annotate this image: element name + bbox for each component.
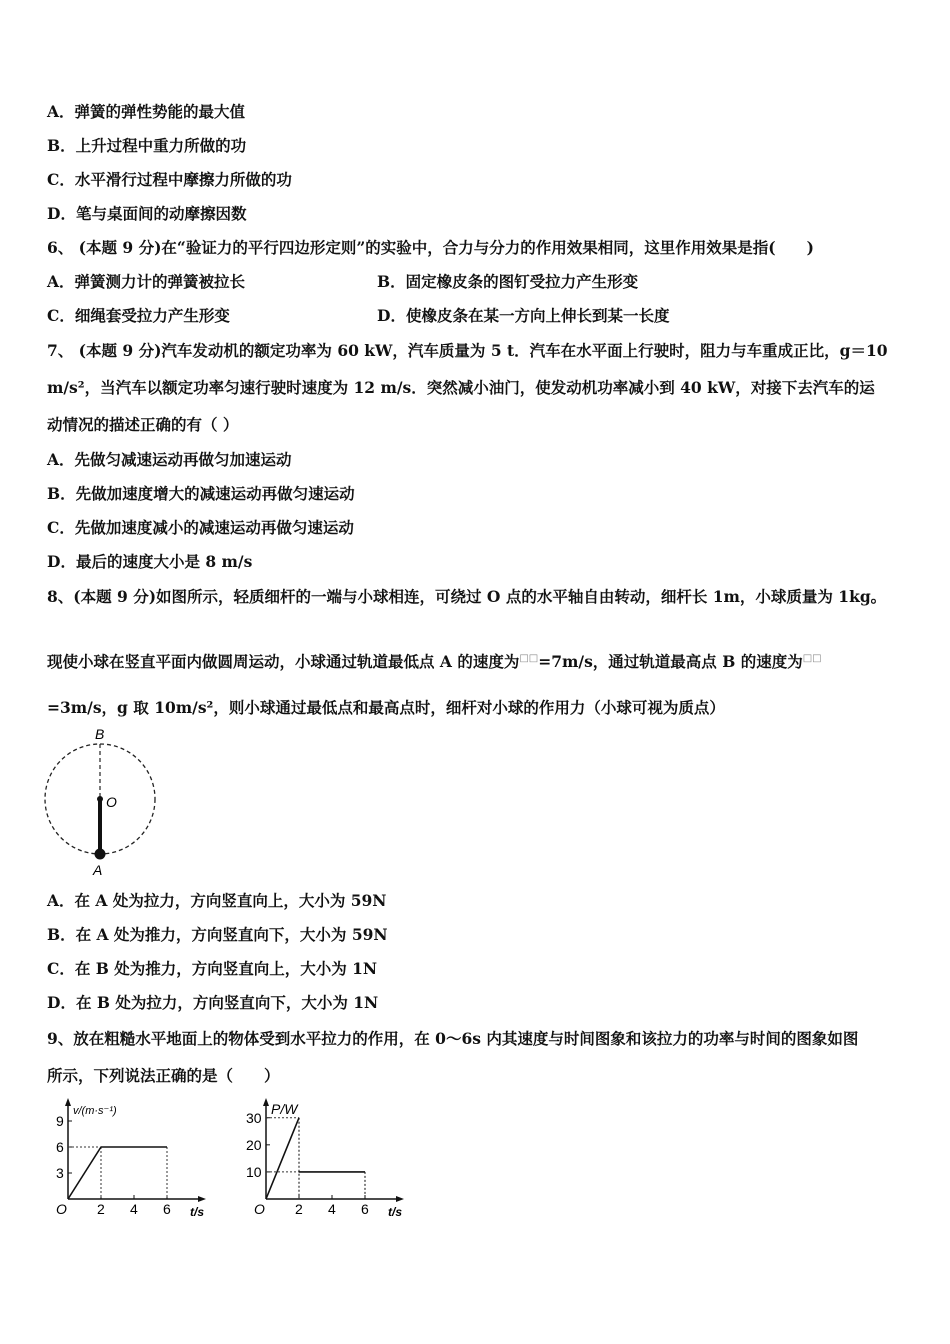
- q6-option-a: [47, 272, 245, 292]
- power-time-chart: [238, 1095, 413, 1220]
- q7-stem-line1: 7、 (本题 9 分)汽车发动机的额定功率为 60 kW，汽车质量为 5 t．汽车在水平面上行驶时，阻力与车重成正比，g＝10: [47, 341, 888, 360]
- x-axis-arrow-icon: [198, 1196, 206, 1202]
- q8-option-b: B．在 A 处为推力，方向竖直向下，大小为 59N: [47, 925, 388, 944]
- q8-option-a: A．在 A 处为拉力，方向竖直向上，大小为 59N: [47, 891, 387, 910]
- q8-stem-line2a: 现使小球在竖直平面内做圆周运动，小球通过轨道最低点 A 的速度为: [47, 652, 520, 672]
- x-tick-label: 6: [163, 1201, 171, 1217]
- y-tick-label: 20: [246, 1136, 262, 1153]
- y-tick-label: 3: [56, 1165, 64, 1181]
- q9-stem-line2: 所示，下列说法正确的是（ ）: [47, 1066, 280, 1085]
- y-tick-label: 30: [246, 1109, 262, 1126]
- x-axis-label: t/s: [190, 1205, 205, 1219]
- series-line-segment: [266, 1118, 299, 1199]
- q8-stem-line3: =3m/s，g 取 10m/s²，则小球通过最低点和最高点时，细杆对小球的作用力（小球可视为质点）: [47, 698, 725, 717]
- q7-option-d: D．最后的速度大小是 8 m/s: [47, 552, 253, 571]
- q5-option-a: A．弹簧的弹性势能的最大值: [47, 102, 246, 121]
- y-axis-arrow-icon: [263, 1098, 269, 1106]
- x-axis-arrow-icon: [396, 1196, 404, 1202]
- q7-stem-line2: m/s²，当汽车以额定功率匀速行驶时速度为 12 m/s．突然减小油门，使发动机功率减小到 40 kW，对接下去汽车的运: [47, 378, 875, 397]
- q7-stem-line3: 动情况的描述正确的有（ ）: [47, 415, 239, 434]
- q7-option-b: B．先做加速度增大的减速运动再做匀速运动: [47, 484, 355, 503]
- q5-option-c: C．水平滑行过程中摩擦力所做的功: [47, 170, 292, 189]
- x-tick-label: 2: [97, 1201, 105, 1217]
- q5-option-b: B．上升过程中重力所做的功: [47, 136, 247, 155]
- y-axis-label: P/W: [271, 1101, 298, 1117]
- q8-stem-line2b: =7m/s，通过轨道最高点 B 的速度为: [538, 652, 803, 672]
- q7-option-a: A．先做匀减速运动再做匀加速运动: [47, 450, 292, 469]
- q6-option-a-text: A．弹簧测力计的弹簧被拉长: [47, 272, 246, 291]
- q8-circle-figure: [38, 725, 168, 880]
- x-tick-label: 6: [361, 1201, 369, 1217]
- q6-option-b: B．固定橡皮条的图钉受拉力产生形变: [377, 272, 639, 291]
- label-o: O: [106, 794, 117, 810]
- q5-option-d: D．笔与桌面间的动摩擦因数: [47, 204, 247, 223]
- x-tick-label: 2: [295, 1201, 303, 1217]
- q8-stem-line2: [47, 649, 822, 672]
- series-line-segment: [68, 1147, 101, 1199]
- x-tick-label: 4: [328, 1201, 336, 1217]
- q9-stem-line1: 9、放在粗糙水平地面上的物体受到水平拉力的作用，在 0～6s 内其速度与时间图象和该拉力的功率与时间的图象如图: [47, 1029, 859, 1048]
- y-axis-label: v/(m·s⁻¹): [73, 1105, 117, 1117]
- q8-option-c: C．在 B 处为推力，方向竖直向上，大小为 1N: [47, 959, 378, 978]
- origin-label: O: [254, 1201, 265, 1217]
- origin-label: O: [56, 1201, 67, 1217]
- y-tick-label: 9: [56, 1113, 64, 1129]
- velocity-time-chart: [40, 1095, 215, 1220]
- q8-stem-line1: 8、(本题 9 分)如图所示，轻质细杆的一端与小球相连，可绕过 O 点的水平轴自由转动，细杆长 1m，小球质量为 1kg。: [47, 587, 887, 606]
- q6-stem: 6、 (本题 9 分)在“验证力的平行四边形定则”的实验中，合力与分力的作用效果相同，这里作用效果是指( ): [47, 238, 814, 257]
- y-tick-label: 10: [246, 1163, 262, 1180]
- missing-glyph-icon: □□: [519, 653, 539, 664]
- missing-glyph-icon: □□: [802, 653, 822, 664]
- y-tick-label: 6: [56, 1139, 64, 1155]
- pivot-point: [97, 796, 103, 802]
- x-tick-label: 4: [130, 1201, 138, 1217]
- label-b: B: [95, 726, 105, 742]
- x-axis-label: t/s: [388, 1205, 403, 1219]
- y-axis-arrow-icon: [65, 1098, 71, 1106]
- q7-option-c: C．先做加速度减小的减速运动再做匀速运动: [47, 518, 354, 537]
- ball: [95, 849, 106, 860]
- q6-option-c: C．细绳套受拉力产生形变: [47, 306, 230, 325]
- label-a: A: [93, 862, 103, 878]
- q8-option-d: D．在 B 处为拉力，方向竖直向下，大小为 1N: [47, 993, 379, 1012]
- q6-option-d: D．使橡皮条在某一方向上伸长到某一长度: [377, 306, 670, 325]
